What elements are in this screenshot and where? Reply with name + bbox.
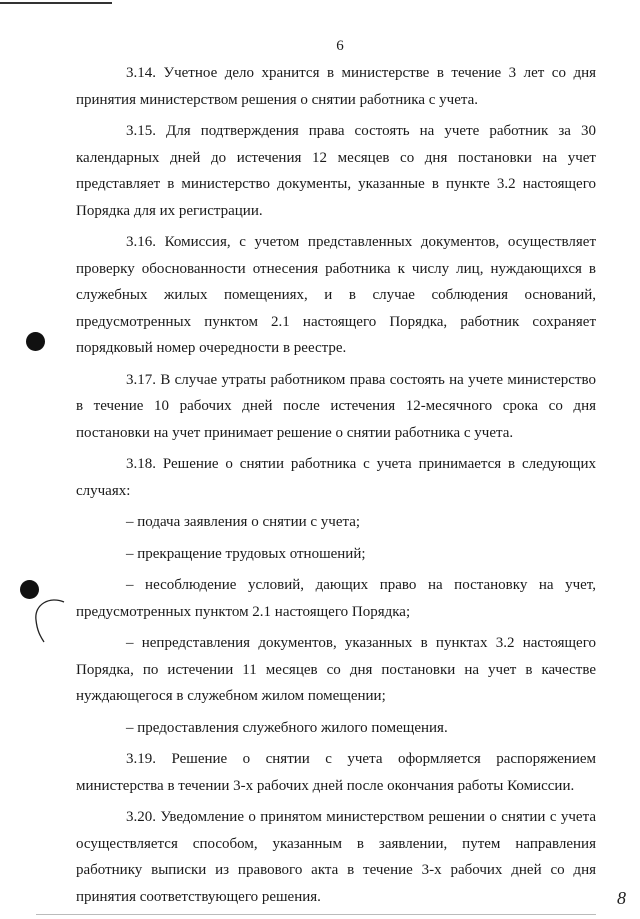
handwritten-page-mark: 8: [617, 888, 626, 908]
paragraph-3-15: 3.15. Для подтверждения права состоять на учете работник за 30 календарных дней до истечения 12 месяцев со дня постановки на учет представляет в министерство документы, указанные в пункте 3.2 настоящего Порядка для их регистрации.: [76, 123, 596, 219]
paragraph-3-16: 3.16. Комиссия, с учетом представленных документов, осуществляет проверку обоснованности отнесения работника к числу лиц, нуждающихся в служебных жилых помещениях, и в случае соблюдения оснований, предусмотренных пунктом 2.1 настоящего Порядка, работник сохраняет порядковый номер очередности в реестре.: [76, 234, 596, 356]
list-item: – подача заявления о снятии с учета;: [126, 514, 361, 530]
top-rule: [0, 2, 112, 4]
list-item: – предоставления служебного жилого помещения.: [126, 719, 448, 736]
paragraph-3-18: 3.18. Решение о снятии работника с учета принимается в следующих случаях:: [76, 456, 596, 499]
paragraph-3-19: 3.19. Решение о снятии с учета оформляется распоряжением министерства в течении 3-х рабочих дней после окончания работы Комиссии.: [76, 751, 596, 794]
list-item: – непредставления документов, указанных в пунктах 3.2 настоящего Порядка, по истечении 11 месяцев со дня постановки на учет в качестве нуждающегося в служебном жилом помещении;: [76, 635, 596, 704]
punch-hole-icon: [26, 332, 45, 351]
paragraph-3-20: 3.20. Уведомление о принятом министерством решении о снятии с учета осуществляется способом, указанным в заявлении, путем направления работнику выписки из правового акта в течение 3-х рабочих дней со дня принятия соответствующего решения.: [76, 809, 596, 905]
bottom-rule: [36, 914, 596, 915]
list-item: – несоблюдение условий, дающих право на постановку на учет, предусмотренных пунктом 2.1 настоящего Порядка;: [76, 577, 596, 620]
paragraph-3-14: 3.14. Учетное дело хранится в министерстве в течение 3 лет со дня принятия министерством решения о снятии работника с учета.: [76, 65, 596, 108]
list-item: – прекращение трудовых отношений;: [126, 545, 366, 562]
margin-pen-mark-icon: [28, 592, 68, 648]
paragraph-3-17: 3.17. В случае утраты работником права состоять на учете министерство в течение 10 рабочих дней после истечения 12-месячного срока со дня постановки на учет принимает решение о снятии работника с учета.: [76, 371, 596, 441]
document-body: [76, 60, 596, 915]
page-number: 6: [336, 38, 344, 54]
